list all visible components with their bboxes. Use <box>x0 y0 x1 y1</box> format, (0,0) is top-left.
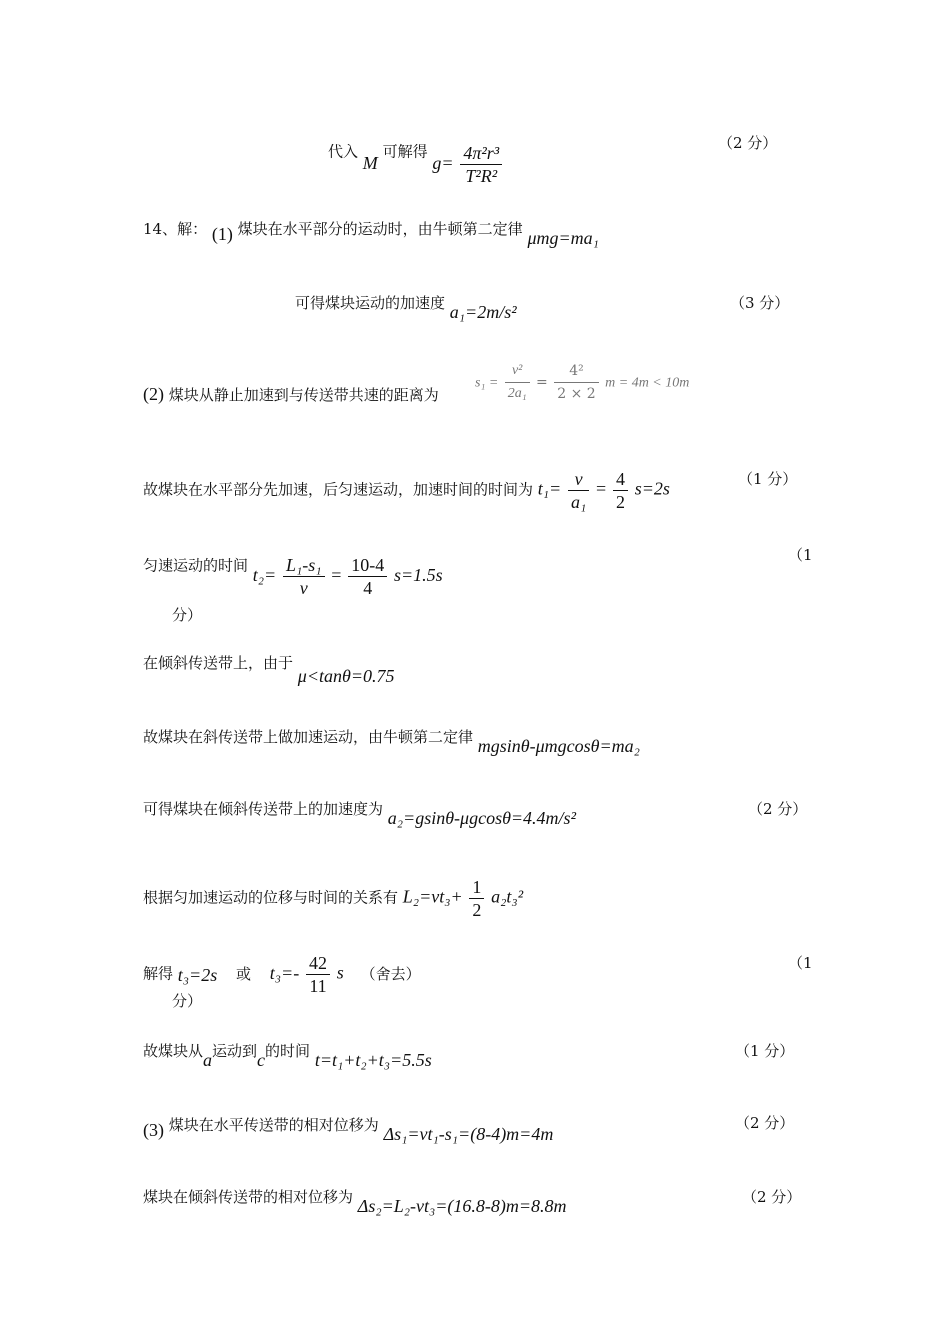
part-label: (1) <box>211 224 233 244</box>
text: 运动到 <box>212 1042 258 1060</box>
line-accelerate-time: 故煤块在水平部分先加速，后匀速运动，加速时间的时间为 t₁= $\frac{v}{\text{a₁}}$ = $\frac{4}{2}$ s=2s <box>143 469 670 512</box>
text: 煤块在倾斜传送带的相对位移为 <box>143 1188 354 1206</box>
text: 煤块在水平传送带的相对位移为 <box>168 1116 379 1134</box>
text: 可得煤块运动的加速度 <box>295 294 446 312</box>
eq-a2t3: a₂t₃² <box>491 886 524 907</box>
eq-L2: L₂=vt₃+ <box>402 886 463 907</box>
note-discard: （舍去） <box>360 964 421 983</box>
fraction-10-4-4 <box>348 554 387 599</box>
line-14-3-horizontal <box>143 1114 554 1144</box>
line-14-1 <box>143 218 599 248</box>
fraction-4-2 <box>613 468 628 513</box>
eq-left: s₁ = <box>475 375 499 391</box>
eq-result: s=2s <box>634 478 670 499</box>
eq-g: g= <box>432 152 454 173</box>
distance-formula: s₁ = $\frac{\text{v²}}{\text{2a₁}}$ = $\frac{\text{4²}}{2 \times 2}$ m = 4m < 10m <box>475 360 689 405</box>
score: （2 分） <box>718 134 778 152</box>
score: （1 分） <box>738 470 798 488</box>
text-or: 或 <box>236 964 252 983</box>
score: （2 分） <box>742 1188 802 1206</box>
denominator: 4 <box>363 578 373 598</box>
question-number: 14、解： <box>143 220 208 238</box>
text: 解得 <box>143 964 174 983</box>
text: 在倾斜传送带上，由于 <box>143 654 294 672</box>
numerator: 42 <box>306 952 330 975</box>
fraction-v2-2a1 <box>505 360 530 405</box>
eq-t2: t₂= <box>252 564 277 585</box>
equation: μmg=ma₁ <box>527 228 599 248</box>
line-uniform-time: 匀速运动的时间 t₂= $\frac{\text{L₁-s₁}}{v}$ = $\frac{10-4}{4}$ s=1.5s <box>143 555 443 598</box>
denominator: 2 × 2 <box>557 386 596 402</box>
score-part-a: （1 <box>788 546 813 564</box>
numerator: 4² <box>554 360 598 383</box>
var-M: M <box>362 152 378 173</box>
denominator: 2 <box>472 900 482 920</box>
equation: Δs₁=vt₁-s₁=(8-4)m=4m <box>383 1124 554 1144</box>
score: （2 分） <box>748 800 808 818</box>
eq-right: m = 4m < 10m <box>605 375 690 391</box>
numerator: 4π²r³ <box>460 142 502 165</box>
equation: μ<tanθ=0.75 <box>297 666 395 686</box>
score-part-a: （1 <box>788 954 813 972</box>
eq-t3-positive: t₃=2s <box>177 964 218 985</box>
denominator: 11 <box>309 976 327 996</box>
text: 煤块在水平部分的运动时，由牛顿第二定律 <box>237 220 523 238</box>
eq-t3-negative: t₃=- <box>269 962 300 983</box>
unit-s: s <box>336 962 344 983</box>
text: 可解得 <box>382 142 428 161</box>
denominator: v <box>299 578 308 598</box>
equation: a₁=2m/s² <box>449 302 517 322</box>
text: 代入 <box>328 142 359 161</box>
fraction-42-11 <box>306 952 330 997</box>
text: 的时间 <box>265 1042 311 1060</box>
denominator: T²R² <box>465 166 498 186</box>
line-14-2 <box>143 384 439 405</box>
fraction-16-4 <box>554 360 598 405</box>
line-acceleration-a1 <box>295 292 517 322</box>
text: 故煤块从 <box>143 1042 204 1060</box>
text: 可得煤块在倾斜传送带上的加速度为 <box>143 800 384 818</box>
score: （1 分） <box>735 1042 795 1060</box>
denominator: a₁ <box>570 492 587 512</box>
text: 故煤块在水平部分先加速，后匀速运动，加速时间的时间为 <box>143 480 534 499</box>
var-a: a <box>203 1050 213 1070</box>
text: 根据匀加速运动的位移与时间的关系有 <box>143 888 399 907</box>
line-incline-relative <box>143 1186 567 1216</box>
denominator: 2a₁ <box>507 386 527 401</box>
fraction <box>460 142 502 187</box>
text: 匀速运动的时间 <box>143 556 249 575</box>
numerator: 10-4 <box>348 554 387 577</box>
numerator: L₁-s₁ <box>283 554 325 577</box>
denominator: 2 <box>615 492 625 512</box>
part-label: (3) <box>143 1120 164 1140</box>
line-incline-acceleration <box>143 798 576 828</box>
numerator: 1 <box>469 876 484 899</box>
equation: a₂=gsinθ-μgcosθ=4.4m/s² <box>387 808 576 828</box>
line-incline-newton <box>143 726 640 756</box>
eq-t1: t₁= <box>537 478 562 499</box>
score-part-b: 分） <box>172 992 203 1010</box>
line-total-time <box>143 1040 432 1070</box>
fraction-1-2 <box>469 876 484 921</box>
score-part-b: 分） <box>172 606 203 624</box>
equation: Δs₂=L₂-vt₃=(16.8-8)m=8.8m <box>357 1196 567 1216</box>
fraction-v-a1 <box>568 468 589 513</box>
part-label: (2) <box>143 384 164 404</box>
line-substitute-M <box>328 130 504 186</box>
var-c: c <box>257 1050 266 1070</box>
score: （3 分） <box>730 294 790 312</box>
score: （2 分） <box>735 1114 795 1132</box>
line-displacement-relation <box>143 876 523 921</box>
fraction-L1-s1-v <box>283 554 325 599</box>
numerator: v <box>568 468 589 491</box>
text: 煤块从静止加速到与传送带共速的距离为 <box>168 386 439 404</box>
text: 故煤块在斜传送带上做加速运动，由牛顿第二定律 <box>143 728 474 746</box>
numerator: 4 <box>613 468 628 491</box>
equation: mgsinθ-μmgcosθ=ma₂ <box>477 736 640 756</box>
eq-result: s=1.5s <box>394 564 443 585</box>
equation: t=t₁+t₂+t₃=5.5s <box>314 1050 432 1070</box>
numerator: v² <box>505 360 530 383</box>
line-incline-condition <box>143 652 395 686</box>
